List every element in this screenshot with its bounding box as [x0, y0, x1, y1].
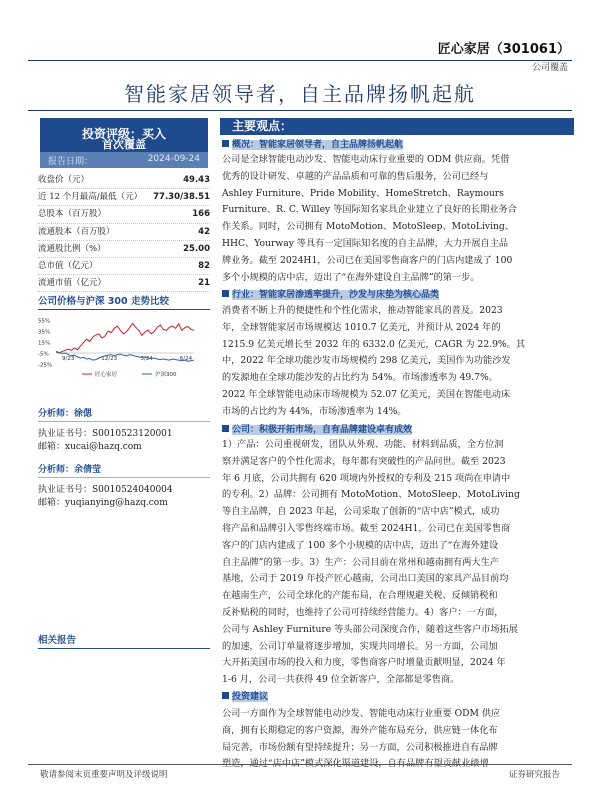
- analyst-email: [38, 497, 210, 510]
- body-line: 局完善，市场份额有望持续提升；另一方面，公司积极推进自有品牌: [222, 741, 498, 753]
- analyst-cert: [38, 428, 210, 441]
- x-tick-label: 12/23: [101, 356, 118, 362]
- report-date: 2024-09-24: [147, 154, 200, 164]
- related-reports-title: 相关报告: [38, 632, 210, 649]
- stat-value: 166: [192, 209, 210, 220]
- footer-rule: [28, 764, 572, 765]
- body-line: Ashley Furniture、Pride Mobility、HomeStretch、Raymours: [222, 187, 504, 199]
- price-comparison-chart: [38, 316, 210, 380]
- coverage-type: 首次覆盖: [102, 138, 146, 151]
- analyst-name: 余倩莹: [74, 465, 102, 475]
- analyst-heading: [38, 462, 210, 478]
- section-heading-industry: [222, 288, 574, 302]
- x-tick-label: 6/24: [179, 356, 193, 362]
- email-label: 邮箱：: [38, 498, 66, 508]
- body-line: 优秀的设计研发、卓越的产品品质和可靠的售后服务，公司已经与: [222, 170, 489, 182]
- body-line: 1-6 月，公司一共获得 49 位全新客户，全部都是零售商。: [222, 674, 460, 686]
- body-line: 基地，公司于 2019 年投产匠心越南，公司出口美国的家具产品目前均: [222, 573, 509, 585]
- body-line: 自主品牌”的第一步。3）生产：公司目前在常州和越南拥有两大生产: [222, 556, 499, 568]
- report-date-strip: [40, 152, 208, 168]
- body-line: 公司是全球智能电动沙发、智能电动床行业重要的 ODM 供应商。凭借: [222, 154, 510, 165]
- stat-label: 近 12 个月最高/最低（元）: [38, 192, 143, 203]
- body-line: HHC、Yourway 等具有一定国际知名度的自主品牌，大力开展自主品: [222, 237, 509, 249]
- stats-table: [38, 172, 210, 292]
- coverage-tag: 公司覆盖: [531, 63, 568, 73]
- report-date-label: 报告日期：: [48, 157, 94, 167]
- bullet-icon: [222, 290, 229, 297]
- body-line: 反补贴税的同时，也维持了公司可持续经营能力。4）客户：一方面，: [222, 606, 504, 618]
- legend-label: 匠心家居: [95, 372, 118, 378]
- analyst-block-2: [38, 462, 210, 510]
- stat-value: 42: [198, 226, 210, 237]
- analyst-block-1: [38, 406, 210, 454]
- bullet-icon: [222, 425, 229, 432]
- body-line: 牌业务。截至 2024H1，公司已在美国零售商客户的门店内建成了 100: [222, 254, 513, 266]
- body-line: 的发源地在全球功能沙发的占比约为 54%。市场渗透率为 49.7%。: [222, 372, 498, 384]
- stat-value: 77.30/38.51: [153, 192, 210, 203]
- section-body-company: [222, 437, 574, 689]
- section-heading-overview: [222, 138, 574, 152]
- stat-row: [38, 275, 210, 292]
- legend-label: 沪深300: [155, 372, 177, 378]
- stat-label: 流通股比例（%）: [38, 243, 106, 254]
- main-points-banner: 主要观点：: [220, 118, 574, 135]
- title-rule: [28, 110, 572, 111]
- y-tick-label: 15%: [38, 340, 51, 347]
- body-line: 将产品和品牌引入零售终端市场。截至 2024H1，公司已在美国零售商: [222, 522, 511, 534]
- body-line: 公司与 Ashley Furniture 等头部公司深度合作，随着这些客户市场拓展: [222, 623, 518, 635]
- analyst-role: 分析师：: [38, 409, 75, 419]
- y-tick-label: -25%: [38, 362, 53, 369]
- body-line: 公司一方面作为全球智能电动沙发、智能电动床行业重要 ODM 供应: [222, 708, 501, 719]
- section-heading-text: 投资建议: [232, 692, 269, 702]
- stat-value: 49.43: [183, 175, 210, 185]
- section-heading-text: 行业：智能家居渗透率提升，沙发与床垫为核心品类: [232, 290, 440, 300]
- analyst-name: 徐偲: [74, 409, 93, 419]
- body-line: 的专利。2）品牌：公司拥有 MotoMotion、MotoSleep、MotoLiving: [222, 489, 520, 501]
- stat-row: [38, 206, 210, 223]
- cert-label: 执业证书号：: [38, 485, 93, 495]
- analyst-email: [38, 441, 210, 454]
- body-line: 作关系。同时，公司拥有 MotoMotion、MotoSleep、MotoLiving、: [222, 221, 515, 233]
- body-line: 年 6 月底，公司共拥有 620 项境内外授权的专利及 215 项尚在申请中: [222, 472, 511, 484]
- body-line: 大开拓美国市场的投入和力度，零售商客户时增量贡献明显，2024 年: [222, 657, 506, 669]
- body-line: 塑造，通过“店中店”模式深化渠道建设，自有品牌有望贡献业绩增: [222, 758, 489, 770]
- body-line: Furniture、R. C. Willey 等国际知名家具企业建立了良好的长期业务合: [222, 204, 517, 216]
- section-body-industry: [222, 303, 574, 421]
- email-address[interactable]: yuqianying@hazq.com: [65, 498, 168, 508]
- report-title: 智能家居领导者，自主品牌扬帆起航: [124, 82, 476, 106]
- y-tick-label: 35%: [38, 329, 51, 336]
- stat-row: [38, 224, 210, 241]
- header-rule: [28, 60, 572, 61]
- cert-number: S0010524040004: [92, 485, 173, 495]
- stat-value: 82: [198, 260, 210, 271]
- stat-value: 25.00: [183, 243, 210, 254]
- section-heading-text: 公司：积极开拓市场，自有品牌建设卓有成效: [232, 425, 413, 435]
- stat-row: [38, 172, 210, 189]
- x-tick-label: 9/23: [62, 356, 75, 362]
- body-line: 客户的门店内建成了 100 多个小规模的店中店，迈出了“在海外建设: [222, 539, 499, 551]
- body-line: 等自主品牌，自 2023 年起，公司采取了创新的“店中店”模式，成功: [222, 506, 500, 518]
- stat-label: 总股本（百万股）: [38, 209, 107, 220]
- stat-row: [38, 258, 210, 275]
- body-line: 2022 年全球智能电动床市场规模为 52.07 亿美元，美国在智能电动床: [222, 388, 511, 400]
- body-line: 察并满足客户的个性化需求，每年都有突破性的产品问世。截至 2023: [222, 455, 506, 467]
- cert-number: S0010523120001: [92, 429, 173, 439]
- stat-label: 收盘价（元）: [38, 175, 90, 185]
- section-heading-text: 概况：智能家居领导者，自主品牌扬帆起航: [232, 140, 404, 150]
- email-address[interactable]: xucai@hazq.com: [65, 442, 142, 452]
- body-line: 1215.9 亿美元增长至 2032 年的 6332.0 亿美元，CAGR 为 22.9%。其: [222, 338, 526, 350]
- body-line: 年，全球智能家居市场规模达 1010.7 亿美元，并预计从 2024 年的: [222, 321, 501, 333]
- y-tick-label: -5%: [38, 351, 49, 358]
- series-line-0: [56, 323, 194, 353]
- cert-label: 执业证书号：: [38, 429, 93, 439]
- email-label: 邮箱：: [38, 442, 66, 452]
- x-tick-label: 3/24: [140, 356, 153, 362]
- section-heading-company: [222, 423, 574, 437]
- bullet-icon: [222, 140, 229, 147]
- stat-label: 流通市值（亿元）: [38, 278, 107, 289]
- section-heading-advice: [222, 690, 574, 704]
- stat-row: [38, 241, 210, 258]
- body-line: 消费者不断上升的便捷性和个性化需求，推动智能家具的普及。2023: [222, 305, 503, 316]
- bullet-icon: [222, 692, 229, 699]
- footer-disclaimer: 敬请参阅末页重要声明及评级说明: [40, 770, 168, 780]
- analyst-cert: [38, 484, 210, 497]
- chart-title: 公司价格与沪深 300 走势比较: [38, 293, 210, 310]
- stat-label: 总市值（亿元）: [38, 260, 98, 271]
- analyst-heading: [38, 406, 210, 422]
- analyst-role: 分析师：: [38, 465, 75, 475]
- footer-report-type: 证券研究报告: [508, 770, 560, 780]
- y-tick-label: 55%: [38, 318, 51, 325]
- body-line: 中，2022 年全球功能沙发市场规模约 298 亿美元，美国作为功能沙发: [222, 355, 511, 367]
- body-line: 市场的占比约为 44%，市场渗透率为 14%。: [222, 405, 407, 417]
- stat-value: 21: [198, 278, 210, 289]
- rating-label: 投资评级：买入: [81, 127, 166, 141]
- body-line: 在越南生产，公司全球化的产能布局，在合理规避关税、反倾销税和: [222, 590, 498, 602]
- body-line: 的加速，公司订单量将逐步增加，实现共同增长。另一方面，公司加: [222, 640, 498, 652]
- section-body-overview: [222, 152, 574, 286]
- body-line: 多个小规模的店中店，迈出了“在海外建设自主品牌”的第一步。: [222, 271, 480, 283]
- section-body-advice: [222, 706, 574, 770]
- stat-label: 流通股本（百万股）: [38, 226, 115, 237]
- company-header: 匠心家居（301061）: [437, 42, 570, 57]
- body-line: 1）产品：公司重视研发，团队从外观、功能、材料到品质，全方位洞: [222, 439, 504, 450]
- body-line: 商，拥有长期稳定的客户资源，海外产能布局充分，供应链一体化布: [222, 724, 498, 736]
- stat-row: [38, 189, 210, 206]
